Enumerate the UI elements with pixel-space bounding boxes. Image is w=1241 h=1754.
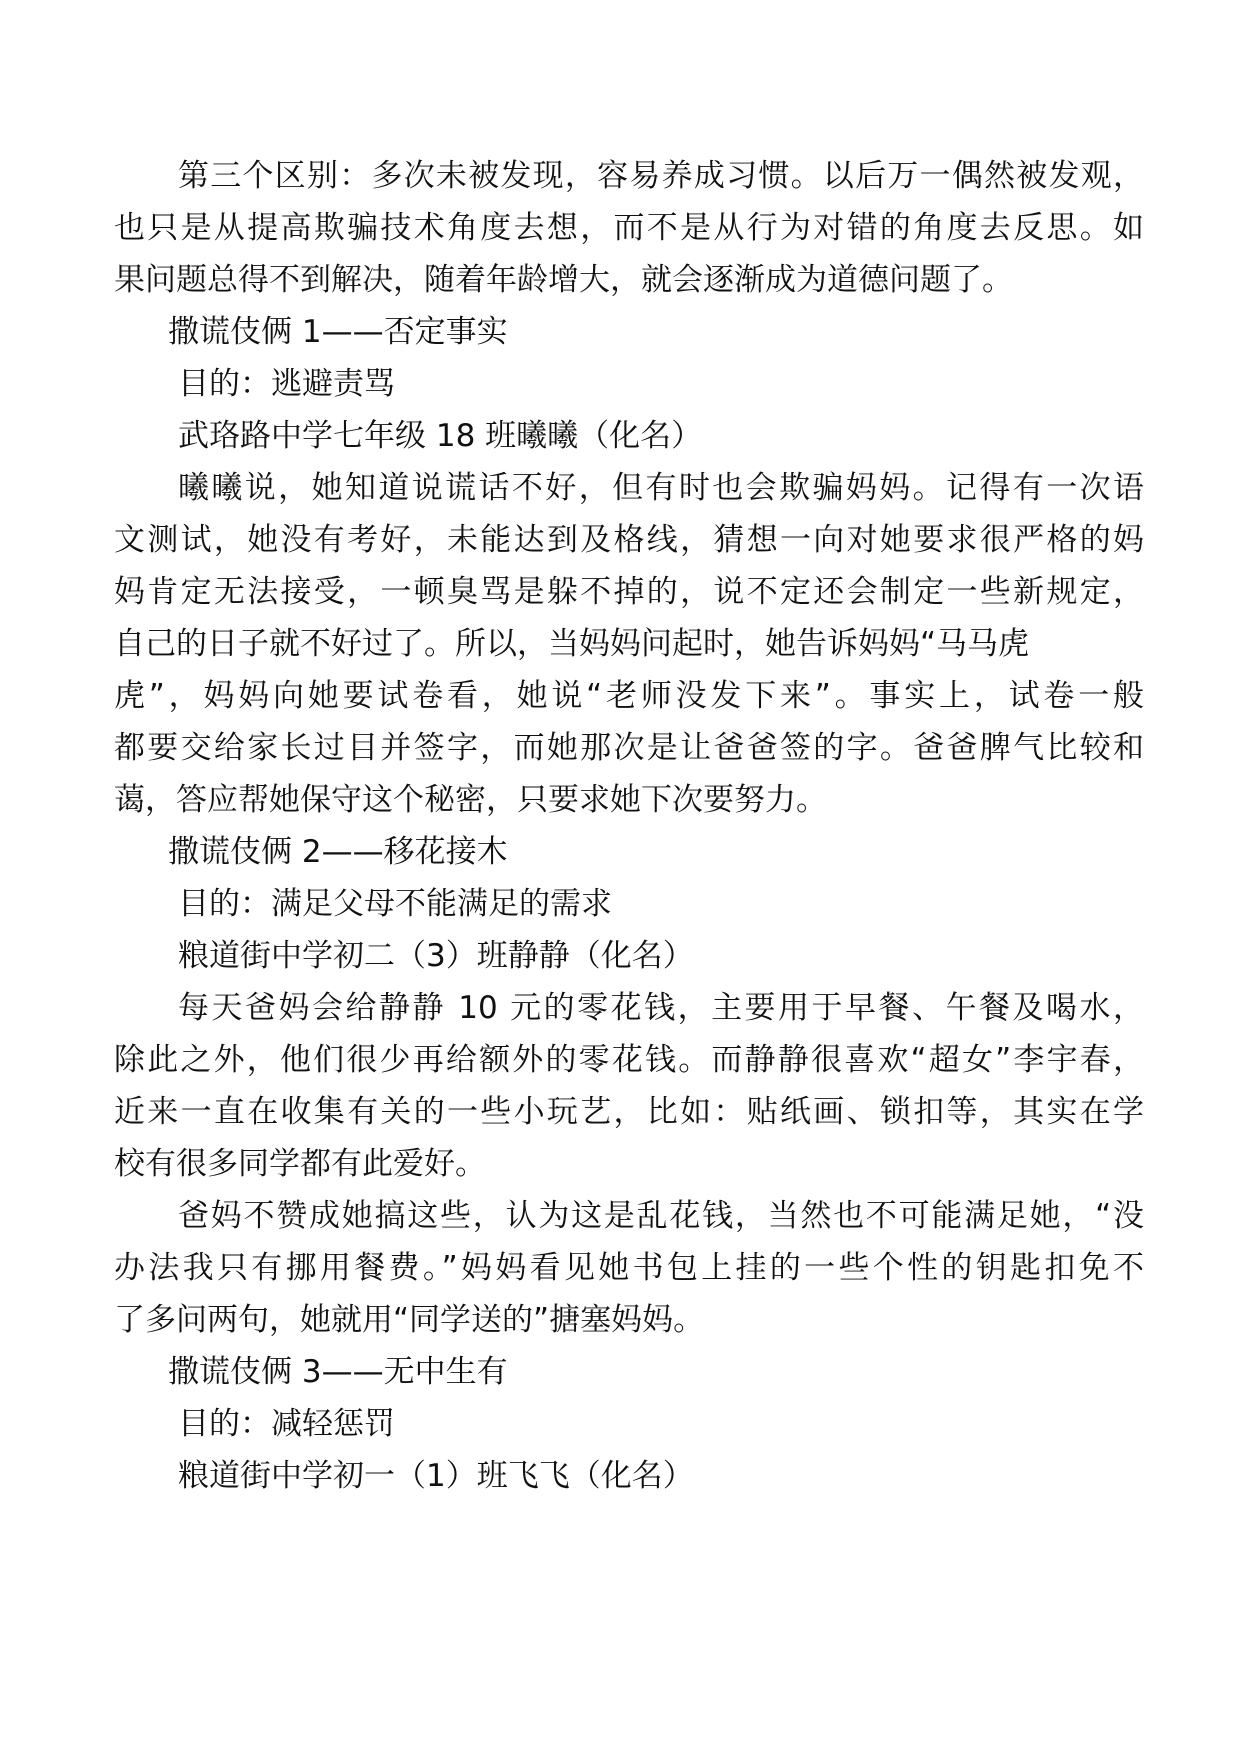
paragraph-line: 都要交给家长过目并签字，而她那次是让爸爸签的字。爸爸脾气比较和 bbox=[114, 730, 1144, 766]
paragraph-line: 虎”，妈妈向她要试卷看，她说“老师没发下来”。事实上，试卷一般 bbox=[114, 678, 1144, 714]
paragraph-line: 妈肯定无法接受，一顿臭骂是躲不掉的，说不定还会制定一些新规定， bbox=[114, 574, 1144, 610]
paragraph-line: 了多问两句，她就用“同学送的”搪塞妈妈。 bbox=[114, 1302, 705, 1338]
paragraph-line: 曦曦说，她知道说谎话不好，但有时也会欺骗妈妈。记得有一次语 bbox=[178, 470, 1144, 506]
paragraph-line: 第三个区别：多次未被发现，容易养成习惯。以后万一偶然被发观， bbox=[178, 158, 1144, 194]
paragraph-line: 校有很多同学都有此爱好。 bbox=[114, 1146, 486, 1182]
paragraph-line: 近来一直在收集有关的一些小玩艺，比如：贴纸画、锁扣等，其实在学 bbox=[114, 1094, 1144, 1130]
paragraph-line: 果问题总得不到解决，随着年龄增大，就会逐渐成为道德问题了。 bbox=[114, 262, 1013, 298]
purpose-line: 目的：逃避责骂 bbox=[178, 366, 395, 402]
purpose-line: 目的：满足父母不能满足的需求 bbox=[178, 886, 612, 922]
paragraph-line: 自己的日子就不好过了。所以，当妈妈问起时，她告诉妈妈“马马虎 bbox=[114, 626, 1030, 662]
purpose-line: 目的：减轻惩罚 bbox=[178, 1406, 395, 1442]
paragraph-line: 文测试，她没有考好，未能达到及格线，猜想一向对她要求很严格的妈 bbox=[114, 522, 1144, 558]
paragraph-line: 除此之外，他们很少再给额外的零花钱。而静静很喜欢“超女”李宇春， bbox=[114, 1042, 1144, 1078]
section-heading: 撒谎伎俩 3——无中生有 bbox=[168, 1354, 508, 1390]
student-line: 粮道街中学初二（3）班静静（化名） bbox=[178, 938, 694, 974]
student-line: 武珞路中学七年级 18 班曦曦（化名） bbox=[178, 418, 703, 454]
student-line: 粮道街中学初一（1）班飞飞（化名） bbox=[178, 1458, 694, 1494]
paragraph-line: 蔼，答应帮她保守这个秘密，只要求她下次要努力。 bbox=[114, 782, 827, 818]
paragraph-line: 爸妈不赞成她搞这些，认为这是乱花钱，当然也不可能满足她，“没 bbox=[178, 1198, 1144, 1234]
section-heading: 撒谎伎俩 1——否定事实 bbox=[168, 314, 508, 350]
paragraph-line: 每天爸妈会给静静 10 元的零花钱，主要用于早餐、午餐及喝水， bbox=[178, 990, 1144, 1026]
section-heading: 撒谎伎俩 2——移花接木 bbox=[168, 834, 508, 870]
paragraph-line: 办法我只有挪用餐费。”妈妈看见她书包上挂的一些个性的钥匙扣免不 bbox=[114, 1250, 1144, 1286]
paragraph-line: 也只是从提高欺骗技术角度去想，而不是从行为对错的角度去反思。如 bbox=[114, 210, 1144, 246]
